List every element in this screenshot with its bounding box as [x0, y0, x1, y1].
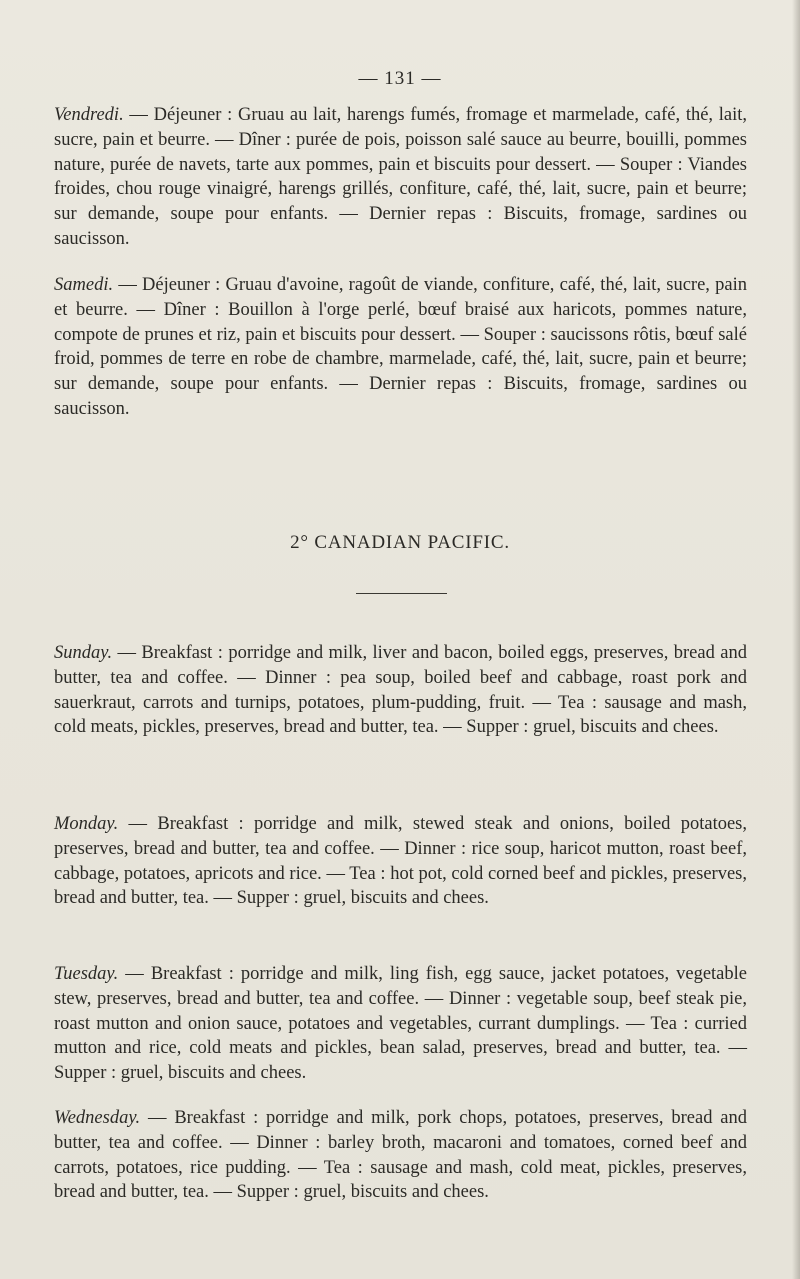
day-heading-monday: Monday. — [54, 814, 119, 834]
day-heading-tuesday: Tuesday. — [54, 964, 119, 984]
menu-text-vendredi: — Déjeuner : Gruau au lait, harengs fumés, fromage et marmelade, café, thé, lait, sucre, pain et beurre. — Dîner : purée de pois, poisson salé sauce au beurre, bouilli, pommes nature, purée de navets, tarte aux pommes, pain et biscuits pour dessert. — Souper : Viandes froides, chou rouge vinaigré, harengs grillés, confiture, café, thé, lait, sucre, pain et beurre; sur demande, soupe pour enfants. — Dernier repas : Biscuits, fromage, sardines ou saucisson. — [54, 105, 747, 249]
page-edge-shadow — [792, 0, 800, 1279]
menu-text-monday: — Breakfast : porridge and milk, stewed steak and onions, boiled potatoes, preserves, bread and butter, tea and coffee. — Dinner : rice soup, haricot mutton, roast beef, cabbage, potatoes, apricots and rice. — Tea : hot pot, cold corned beef and pickles, preserves, bread and butter, tea. — Supper : gruel, biscuits and chees. — [54, 814, 747, 909]
paragraph-samedi — [54, 273, 747, 422]
menu-text-samedi: — Déjeuner : Gruau d'avoine, ragoût de viande, confiture, café, thé, lait, sucre, pain et beurre. — Dîner : Bouillon à l'orge perlé, bœuf braisé aux haricots, pommes nature, compote de prunes et riz, pain et biscuits pour dessert. — Souper : saucissons rôtis, bœuf salé froid, pommes de terre en robe de chambre, marmelade, café, thé, lait, sucre, pain et beurre; sur demande, soupe pour enfants. — Dernier repas : Biscuits, fromage, sardines ou saucisson. — [54, 275, 747, 419]
paragraph-sunday — [54, 641, 747, 740]
page-number: — 131 — — [358, 68, 442, 89]
day-heading-sunday: Sunday. — [54, 643, 113, 663]
section-title-canadian-pacific: 2° CANADIAN PACIFIC. — [290, 532, 510, 553]
day-heading-samedi: Samedi. — [54, 275, 114, 295]
day-heading-vendredi: Vendredi. — [54, 105, 124, 125]
paragraph-monday — [54, 812, 747, 911]
menu-text-tuesday: — Breakfast : porridge and milk, ling fish, egg sauce, jacket potatoes, vegetable stew, preserves, bread and butter, tea and coffee. — Dinner : vegetable soup, beef steak pie, roast mutton and onion sauce, potatoes and vegetables, currant dumplings. — Tea : curried mutton and rice, cold meats and pickles, bean salad, preserves, bread and butter, tea. — Supper : gruel, biscuits and chees. — [54, 964, 747, 1084]
paragraph-wednesday — [54, 1106, 747, 1205]
paragraph-tuesday — [54, 962, 747, 1086]
menu-text-wednesday: — Breakfast : porridge and milk, pork chops, potatoes, preserves, bread and butter, tea and coffee. — Dinner : barley broth, macaroni and tomatoes, corned beef and carrots, potatoes, rice pudding. — Tea : sausage and mash, cold meat, pickles, preserves, bread and butter, tea. — Supper : gruel, biscuits and chees. — [54, 1108, 747, 1203]
day-heading-wednesday: Wednesday. — [54, 1108, 141, 1128]
section-divider — [356, 593, 447, 594]
paragraph-vendredi — [54, 103, 747, 252]
menu-text-sunday: — Breakfast : porridge and milk, liver and bacon, boiled eggs, preserves, bread and butter, tea and coffee. — Dinner : pea soup, boiled beef and cabbage, roast pork and sauerkraut, carrots and turnips, potatoes, plum-pudding, fruit. — Tea : sausage and mash, cold meats, pickles, preserves, bread and butter, tea. — Supper : gruel, biscuits and chees. — [54, 643, 747, 738]
